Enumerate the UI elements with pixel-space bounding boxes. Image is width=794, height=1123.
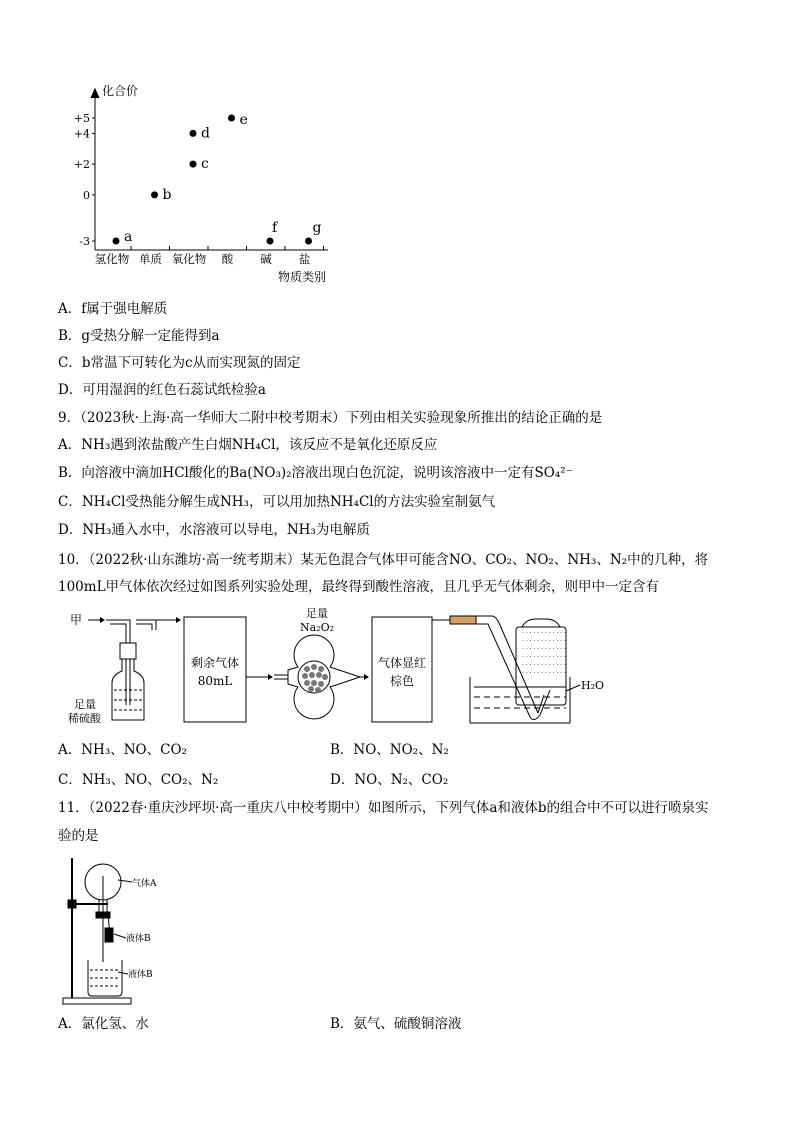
q10-apparatus-figure [60,605,620,735]
q10-stem-line2: 100mL甲气体依次经过如图系列实验处理，最终得到酸性溶液，且几乎无气体剩余，则甲中一定含有 [58,579,660,595]
x-category-label: 盐 [298,252,311,266]
q9-option-d[interactable]: D．NH₃通入水中，水溶液可以导电，NH₃为电解质 [58,522,370,538]
point-label-c: c [201,156,209,173]
svg-text:· · · · · · · · · · · ·: · · · · · · · · · · · · [522,630,566,637]
point-label-a: a [124,229,133,245]
q9-option-c[interactable]: C．NH₄Cl受热能分解生成NH₃，可以用加热NH₄Cl的方法实验室制氨气 [58,494,496,510]
y-tick-label: +4 [73,127,90,141]
liquid-b-label-dropper: 液体B [126,934,151,944]
svg-text:· · · · · · · · · · · ·: · · · · · · · · · · · · [522,662,566,669]
point-a [113,238,120,245]
q8-option-a[interactable]: A．f属于强电解质 [58,301,168,317]
q8-option-d[interactable]: D．可用湿润的红色石蕊试纸检验a [58,382,266,398]
q9-stem: 9．（2023秋·上海·高一华师大二附中校考期末）下列由相关实验现象所推出的结论正确的是 [58,410,603,426]
liquid-b-label-beaker: 液体B [128,970,153,980]
q11-stem-line1: 11．（2022春·重庆沙坪坝·高一重庆八中校考期中）如图所示，下列气体a和液体b的组合中不可以进行喷泉实 [58,800,709,816]
q9-option-a[interactable]: A．NH₃遇到浓盐酸产生白烟NH₄Cl，该反应不是氧化还原反应 [58,437,438,453]
x-axis-title: 物质类别 [278,270,327,284]
water-label: H₂O [581,679,605,692]
svg-text:· · · · · · · · · · · ·: · · · · · · · · · · · · [522,654,566,661]
na2o2-label: Na₂O₂ [300,621,335,634]
point-b [151,191,158,198]
x-category-label: 氢化物 [94,252,130,266]
x-category-label: 酸 [221,252,234,266]
point-f [267,238,274,245]
wash-bottle [106,620,156,720]
q10-option-b[interactable]: B．NO、NO₂、N₂ [330,742,449,758]
q10-option-c[interactable]: C．NH₃、NO、CO₂、N₂ [58,772,219,788]
svg-text:· · · · · · · · · · · ·: · · · · · · · · · · · · [522,638,566,645]
point-label-d: d [201,125,210,142]
x-category-label: 氧化物 [171,252,207,266]
acid-amount-label: 足量 [74,698,96,711]
fountain-apparatus-figure [58,852,198,1012]
remaining-gas-label: 剩余气体 [190,656,240,670]
q11-option-b[interactable]: B．氨气、硫酸铜溶液 [330,1016,462,1032]
red-brown-label-2: 棕色 [389,674,415,688]
remaining-gas-volume: 80mL [197,674,233,688]
svg-text:· · · · · · · · · · · ·: · · · · · · · · · · · · [522,646,566,653]
x-category-label: 碱 [260,252,272,266]
q11-option-a[interactable]: A．氯化氢、水 [58,1016,149,1032]
point-c [190,161,197,168]
red-brown-label-1: 气体显红 [377,656,427,670]
y-tick-label: 0 [83,188,90,202]
q10-option-a[interactable]: A．NH₃、NO、CO₂ [58,742,187,758]
y-tick-label: +2 [73,158,90,172]
point-label-f: f [272,220,278,236]
point-label-g: g [312,220,322,236]
acid-name-label: 稀硫酸 [68,712,101,725]
valence-chart [70,78,340,288]
gas-jia-label: 甲 [70,613,83,627]
q10-stem-line1: 10．（2022秋·山东潍坊·高一统考期末）某无色混合气体甲可能含NO、CO₂、NO₂、NH₃、N₂中的几种，将 [58,552,709,568]
y-axis-title: 化合价 [102,84,139,98]
svg-text:· · · · · · · · · · · ·: · · · · · · · · · · · · [522,670,566,677]
point-e [228,115,235,122]
q11-stem-line2: 验的是 [58,828,99,844]
q8-option-b[interactable]: B．g受热分解一定能得到a [58,328,220,344]
y-tick-label: +5 [73,112,90,125]
point-label-b: b [162,186,172,203]
point-g [305,238,312,245]
point-d [190,130,197,137]
q10-option-d[interactable]: D．NO、N₂、CO₂ [330,772,449,788]
y-tick-label: -3 [79,235,90,248]
point-label-e: e [239,112,248,128]
q8-option-c[interactable]: C．b常温下可转化为c从而实现氮的固定 [58,355,301,371]
gas-a-label: 气体A [132,879,157,889]
x-category-label: 单质 [139,252,162,266]
q9-option-b[interactable]: B．向溶液中滴加HCl酸化的Ba(NO₃)₂溶液出现白色沉淀，说明该溶液中一定有SO₄²⁻ [58,465,573,481]
na2o2-amount-label: 足量 [306,607,328,620]
